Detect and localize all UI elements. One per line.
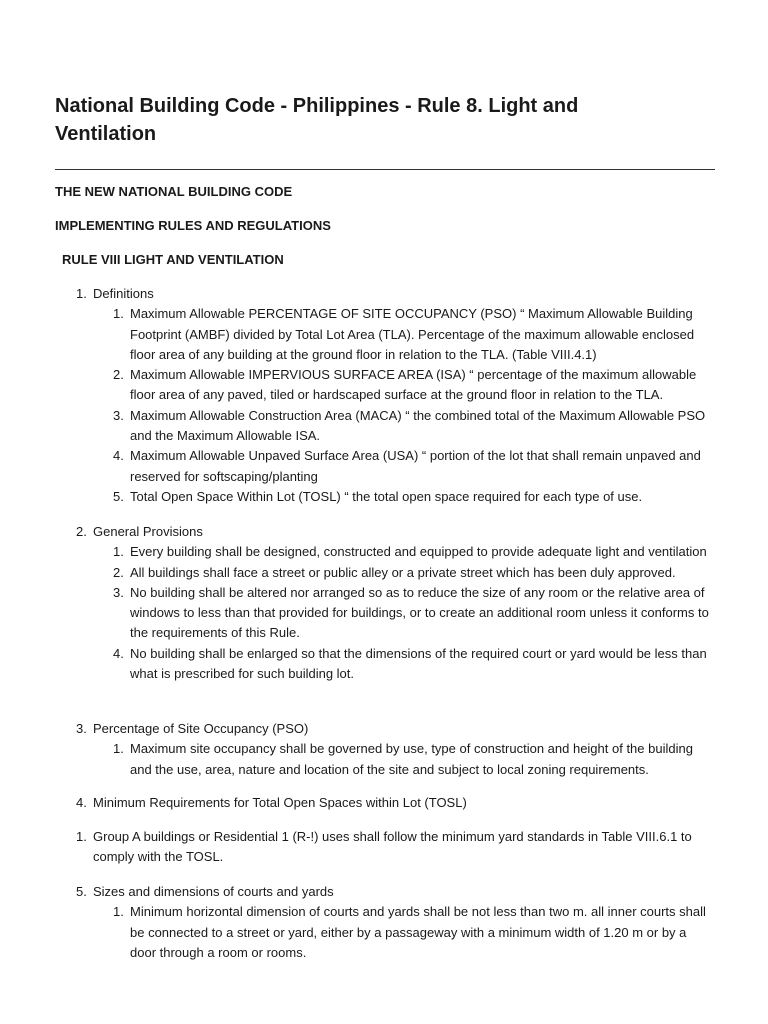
page-title: National Building Code - Philippines - Rule 8. Light and Ventilation [55,95,579,145]
sub-list [93,739,733,780]
list-item [76,719,733,780]
heading-national-building-code: THE NEW NATIONAL BUILDING CODE [55,184,293,199]
list-item [93,583,715,644]
item-number: 1. [113,544,124,560]
section-number: 4. [76,795,87,810]
sub-list [93,304,733,507]
list-item [93,365,715,406]
section-number: 5. [76,884,87,899]
item-text: Maximum Allowable IMPERVIOUS SURFACE AREA (ISA) “ percentage of the maximum allowable floor area of any paved, tiled or hardscaped surface at the ground floor in relation to the TLA. [130,367,697,403]
item-number: 2. [113,564,124,580]
list-item [76,284,733,507]
section-tosl [76,793,733,813]
title-divider [55,169,715,170]
item-text: Minimum horizontal dimension of courts and yards shall be not less than two m. all inner courts shall be connected to a street or yard, either by a passageway with a minimum width of 1.20 m or by a door through a room or rooms. [130,904,706,960]
section-group-a [76,827,713,868]
section-courts-yards [76,882,733,963]
list-item [93,487,715,507]
sub-list [93,542,733,684]
section-number: 2. [76,524,87,539]
item-text: Every building shall be designed, constructed and equipped to provide adequate light and ventilation [130,544,707,560]
item-text: Maximum Allowable Unpaved Surface Area (USA) “ portion of the lot that shall remain unpaved and reserved for softscaping/planting [130,448,701,484]
heading-rule-viii: RULE VIII LIGHT AND VENTILATION [62,252,284,267]
item-number: 1. [113,306,124,322]
item-number: 3. [113,407,124,423]
list-item [93,644,715,685]
list-item [93,446,715,487]
heading-implementing-rules: IMPLEMENTING RULES AND REGULATIONS [55,218,331,233]
section-label: Minimum Requirements for Total Open Spaces within Lot (TOSL) [93,795,467,810]
item-text: Total Open Space Within Lot (TOSL) “ the total open space required for each type of use. [130,488,643,504]
section-number: 1. [76,829,87,844]
list-item [93,902,715,963]
list-item [93,739,715,780]
item-text: Maximum site occupancy shall be governed by use, type of construction and height of the building and the use, area, nature and location of the site and subject to local zoning requirements. [130,741,693,777]
item-number: 2. [113,367,124,383]
item-number: 1. [113,904,124,920]
sub-list [93,902,733,963]
section-number: 1. [76,286,87,301]
section-label: General Provisions [93,524,203,539]
item-number: 4. [113,448,124,464]
section-definitions [76,284,733,507]
section-general-provisions [76,522,733,684]
section-number: 3. [76,721,87,736]
item-text: Maximum Allowable Construction Area (MACA) “ the combined total of the Maximum Allowable PSO and the Maximum Allowable ISA. [130,407,706,444]
item-text: No building shall be enlarged so that the dimensions of the required court or yard would be less than what is prescribed for such building lot. [130,645,707,682]
item-text: Maximum Allowable PERCENTAGE OF SITE OCCUPANCY (PSO) “ Maximum Allowable Building Footprint (AMBF) divided by Total Lot Area (TLA). Percentage of the maximum allowable enclosed floor area of any building at the ground floor in relation to the TLA. (Table VIII.4.1) [130,306,695,362]
item-text: No building shall be altered nor arranged so as to reduce the size of any room or the relative area of windows to less than that provided for buildings, or to create an additional room unless it conforms to the requirements of this Rule. [130,584,709,641]
list-item [93,563,715,583]
list-item [76,827,713,868]
section-label: Sizes and dimensions of courts and yards [93,884,334,899]
section-pso [76,719,733,780]
section-label: Definitions [93,286,154,301]
item-number: 5. [113,488,124,504]
list-item [76,522,733,684]
list-item [76,882,733,963]
list-item [93,304,715,365]
section-label: Group A buildings or Residential 1 (R-!) uses shall follow the minimum yard standards in Table VIII.6.1 to comply with the TOSL. [93,829,692,865]
item-number: 4. [113,645,124,661]
item-text: All buildings shall face a street or public alley or a private street which has been duly approved. [130,564,676,580]
item-number: 1. [113,741,124,757]
list-item [93,406,715,447]
list-item [93,542,715,562]
list-item [76,793,733,813]
section-label: Percentage of Site Occupancy (PSO) [93,721,309,736]
item-number: 3. [113,584,124,600]
